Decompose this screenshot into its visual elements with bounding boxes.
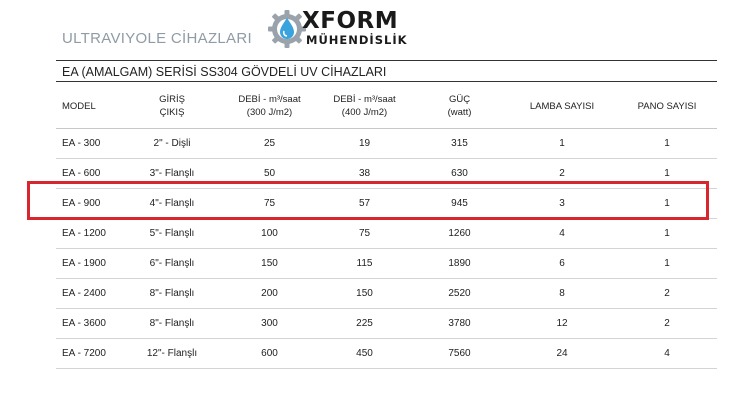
cell-flow-400: 38 (317, 159, 412, 189)
cell-flow-300: 50 (222, 159, 317, 189)
page-title: ULTRAVIYOLE CİHAZLARI (62, 30, 252, 47)
cell-inlet-outlet: 8"- Flanşlı (122, 279, 222, 309)
header-lamp-count: LAMBA SAYISI (507, 84, 617, 129)
table-row (56, 129, 717, 159)
cell-panel-count: 1 (617, 129, 717, 159)
cell-power: 3780 (412, 309, 507, 339)
cell-model: EA - 1200 (56, 219, 122, 249)
cell-flow-300: 25 (222, 129, 317, 159)
cell-flow-300: 300 (222, 309, 317, 339)
cell-power: 7560 (412, 339, 507, 369)
cell-power: 1890 (412, 249, 507, 279)
cell-panel-count: 2 (617, 279, 717, 309)
table-header-row (56, 84, 717, 129)
cell-inlet-outlet: 5"- Flanşlı (122, 219, 222, 249)
cell-power: 630 (412, 159, 507, 189)
cell-flow-300: 200 (222, 279, 317, 309)
cell-lamp-count: 24 (507, 339, 617, 369)
cell-model: EA - 300 (56, 129, 122, 159)
cell-model: EA - 7200 (56, 339, 122, 369)
cell-power: 1260 (412, 219, 507, 249)
header-model: MODEL (56, 84, 122, 129)
cell-flow-400: 115 (317, 249, 412, 279)
table-row (56, 279, 717, 309)
header-flow-400: DEBİ - m³/saat (400 J/m2) (317, 84, 412, 129)
cell-inlet-outlet: 2" - Dişli (122, 129, 222, 159)
cell-flow-400: 450 (317, 339, 412, 369)
cell-panel-count: 1 (617, 249, 717, 279)
cell-flow-400: 57 (317, 189, 412, 219)
header-power: GÜÇ (watt) (412, 84, 507, 129)
cell-flow-300: 75 (222, 189, 317, 219)
cell-panel-count: 1 (617, 219, 717, 249)
cell-flow-400: 75 (317, 219, 412, 249)
cell-power: 945 (412, 189, 507, 219)
table-row (56, 339, 717, 369)
cell-lamp-count: 3 (507, 189, 617, 219)
table-row (56, 219, 717, 249)
cell-lamp-count: 4 (507, 219, 617, 249)
cell-power: 315 (412, 129, 507, 159)
company-logo (266, 8, 416, 52)
logo-subtitle: MÜHENDİSLİK (306, 33, 408, 47)
cell-lamp-count: 6 (507, 249, 617, 279)
cell-inlet-outlet: 4"- Flanşlı (122, 189, 222, 219)
cell-flow-400: 150 (317, 279, 412, 309)
table-row (56, 249, 717, 279)
cell-flow-300: 600 (222, 339, 317, 369)
header-inlet-outlet: GİRİŞ ÇIKIŞ (122, 84, 222, 129)
cell-inlet-outlet: 3"- Flanşlı (122, 159, 222, 189)
cell-panel-count: 4 (617, 339, 717, 369)
cell-model: EA - 2400 (56, 279, 122, 309)
cell-flow-400: 225 (317, 309, 412, 339)
cell-inlet-outlet: 8"- Flanşlı (122, 309, 222, 339)
cell-inlet-outlet: 12"- Flanşlı (122, 339, 222, 369)
cell-model: EA - 600 (56, 159, 122, 189)
cell-panel-count: 1 (617, 159, 717, 189)
cell-lamp-count: 8 (507, 279, 617, 309)
table-row (56, 159, 717, 189)
header-flow-300: DEBİ - m³/saat (300 J/m2) (222, 84, 317, 129)
cell-lamp-count: 12 (507, 309, 617, 339)
uv-devices-table (56, 84, 717, 369)
cell-flow-300: 100 (222, 219, 317, 249)
cell-flow-300: 150 (222, 249, 317, 279)
cell-model: EA - 1900 (56, 249, 122, 279)
cell-lamp-count: 1 (507, 129, 617, 159)
cell-power: 2520 (412, 279, 507, 309)
table-title: EA (AMALGAM) SERİSİ SS304 GÖVDELİ UV CİHAZLARI (56, 60, 717, 82)
logo-wordmark: XFORM (302, 8, 399, 34)
cell-flow-400: 19 (317, 129, 412, 159)
cell-panel-count: 2 (617, 309, 717, 339)
table-row-highlighted (56, 189, 717, 219)
cell-lamp-count: 2 (507, 159, 617, 189)
cell-inlet-outlet: 6"- Flanşlı (122, 249, 222, 279)
table-row (56, 309, 717, 339)
header-panel-count: PANO SAYISI (617, 84, 717, 129)
cell-panel-count: 1 (617, 189, 717, 219)
cell-model: EA - 900 (56, 189, 122, 219)
cell-model: EA - 3600 (56, 309, 122, 339)
